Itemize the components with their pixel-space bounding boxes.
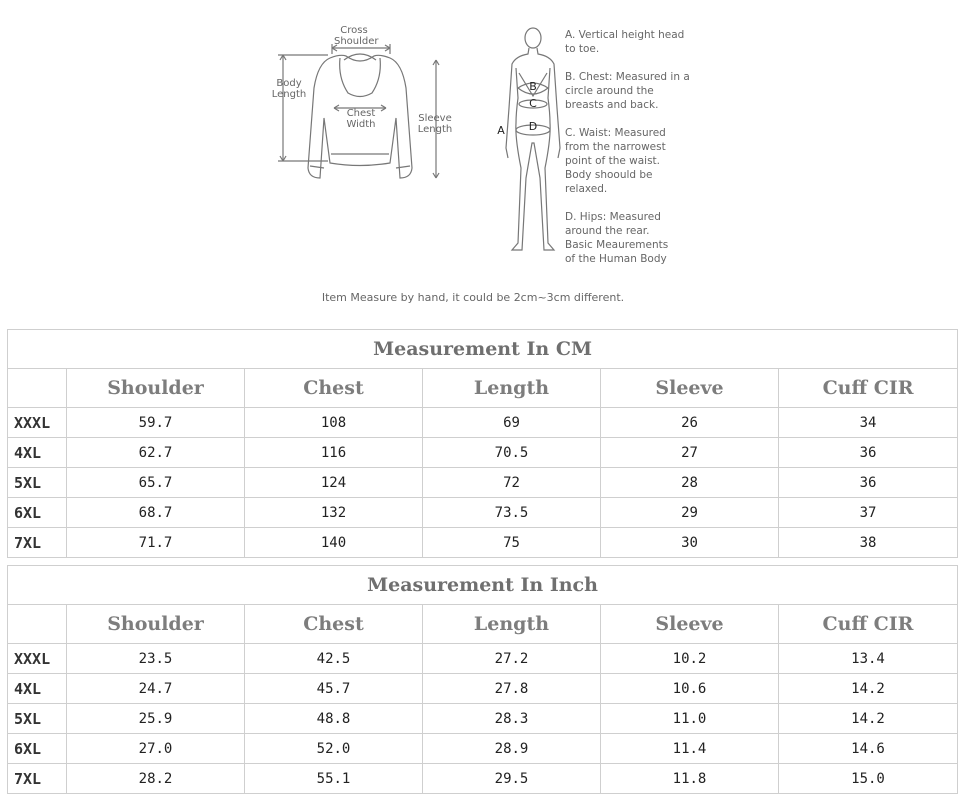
- table-cell: 29.5: [423, 764, 601, 794]
- table-row: [8, 734, 958, 764]
- table-cell: 37: [779, 498, 958, 528]
- table-cell: 23.5: [67, 644, 245, 674]
- table-cell: 14.6: [779, 734, 958, 764]
- size-label: 4XL: [8, 438, 67, 468]
- header-chest: Chest: [245, 369, 423, 408]
- table-cell: 14.2: [779, 704, 958, 734]
- corner-cell: [8, 369, 67, 408]
- table-cell: 25.9: [67, 704, 245, 734]
- size-label: 5XL: [8, 704, 67, 734]
- table-cell: 28.2: [67, 764, 245, 794]
- table-row: [8, 764, 958, 794]
- size-label: 5XL: [8, 468, 67, 498]
- table-cell: 15.0: [779, 764, 958, 794]
- table-cell: 24.7: [67, 674, 245, 704]
- chest-width-label: Chest Width: [346, 108, 376, 130]
- marker-a: A: [497, 124, 505, 137]
- marker-b: B: [529, 80, 537, 93]
- table-row: [8, 468, 958, 498]
- size-label: 6XL: [8, 498, 67, 528]
- header-length: Length: [423, 369, 601, 408]
- table-cell: 71.7: [67, 528, 245, 558]
- table-cell: 68.7: [67, 498, 245, 528]
- note-b: B. Chest: Measured in a circle around the breasts and back.: [565, 71, 690, 111]
- marker-c: C: [529, 97, 537, 110]
- table-row: [8, 644, 958, 674]
- cross-shoulder-label: Cross Shoulder: [334, 25, 379, 47]
- size-label: XXXL: [8, 408, 67, 438]
- table-cell: 27.8: [423, 674, 601, 704]
- size-label: 7XL: [8, 528, 67, 558]
- table-cell: 73.5: [423, 498, 601, 528]
- table-cell: 132: [245, 498, 423, 528]
- table-cell: 48.8: [245, 704, 423, 734]
- header-cuff-cir: Cuff CIR: [779, 369, 958, 408]
- size-label: 4XL: [8, 674, 67, 704]
- table-row: [8, 704, 958, 734]
- table-cell: 52.0: [245, 734, 423, 764]
- table-cell: 55.1: [245, 764, 423, 794]
- header-sleeve: Sleeve: [601, 369, 779, 408]
- table-cell: 75: [423, 528, 601, 558]
- measurement-diagram: [0, 0, 962, 320]
- table-cell: 28: [601, 468, 779, 498]
- inch-table-title: Measurement In Inch: [8, 566, 958, 605]
- table-cell: 116: [245, 438, 423, 468]
- table-cell: 14.2: [779, 674, 958, 704]
- disclaimer-text: Item Measure by hand, it could be 2cm~3cm different.: [321, 291, 625, 304]
- cm-table-title: Measurement In CM: [8, 330, 958, 369]
- cm-size-table: [7, 329, 958, 558]
- inch-size-table: [7, 565, 958, 794]
- header-shoulder: Shoulder: [67, 605, 245, 644]
- header-shoulder: Shoulder: [67, 369, 245, 408]
- marker-d: D: [528, 120, 538, 133]
- table-row: [8, 674, 958, 704]
- table-row: [8, 498, 958, 528]
- table-cell: 45.7: [245, 674, 423, 704]
- table-row: [8, 408, 958, 438]
- table-cell: 140: [245, 528, 423, 558]
- table-cell: 42.5: [245, 644, 423, 674]
- table-cell: 29: [601, 498, 779, 528]
- table-cell: 62.7: [67, 438, 245, 468]
- table-cell: 11.8: [601, 764, 779, 794]
- table-cell: 10.2: [601, 644, 779, 674]
- corner-cell: [8, 605, 67, 644]
- table-cell: 27: [601, 438, 779, 468]
- table-cell: 36: [779, 468, 958, 498]
- header-length: Length: [423, 605, 601, 644]
- table-cell: 11.0: [601, 704, 779, 734]
- note-d: D. Hips: Measured around the rear. Basic Meaurements of the Human Body: [565, 211, 669, 265]
- table-cell: 30: [601, 528, 779, 558]
- header-chest: Chest: [245, 605, 423, 644]
- note-c: C. Waist: Measured from the narrowest point of the waist. Body shoould be relaxed.: [565, 127, 666, 195]
- table-cell: 38: [779, 528, 958, 558]
- table-cell: 72: [423, 468, 601, 498]
- table-cell: 27.0: [67, 734, 245, 764]
- header-cuff-cir: Cuff CIR: [779, 605, 958, 644]
- table-cell: 65.7: [67, 468, 245, 498]
- table-cell: 26: [601, 408, 779, 438]
- size-label: XXXL: [8, 644, 67, 674]
- header-sleeve: Sleeve: [601, 605, 779, 644]
- note-a: A. Vertical height head to toe.: [565, 29, 685, 55]
- table-cell: 28.3: [423, 704, 601, 734]
- table-cell: 28.9: [423, 734, 601, 764]
- table-cell: 70.5: [423, 438, 601, 468]
- table-cell: 27.2: [423, 644, 601, 674]
- table-row: [8, 528, 958, 558]
- table-cell: 13.4: [779, 644, 958, 674]
- table-cell: 10.6: [601, 674, 779, 704]
- size-label: 7XL: [8, 764, 67, 794]
- table-cell: 11.4: [601, 734, 779, 764]
- body-length-label: Body Length: [271, 78, 307, 100]
- table-cell: 34: [779, 408, 958, 438]
- table-cell: 59.7: [67, 408, 245, 438]
- table-row: [8, 438, 958, 468]
- sleeve-length-label: Sleeve Length: [417, 113, 453, 135]
- table-cell: 124: [245, 468, 423, 498]
- size-label: 6XL: [8, 734, 67, 764]
- human-body-figure: [494, 18, 564, 258]
- table-cell: 108: [245, 408, 423, 438]
- measurement-notes: [565, 28, 705, 280]
- table-cell: 36: [779, 438, 958, 468]
- table-cell: 69: [423, 408, 601, 438]
